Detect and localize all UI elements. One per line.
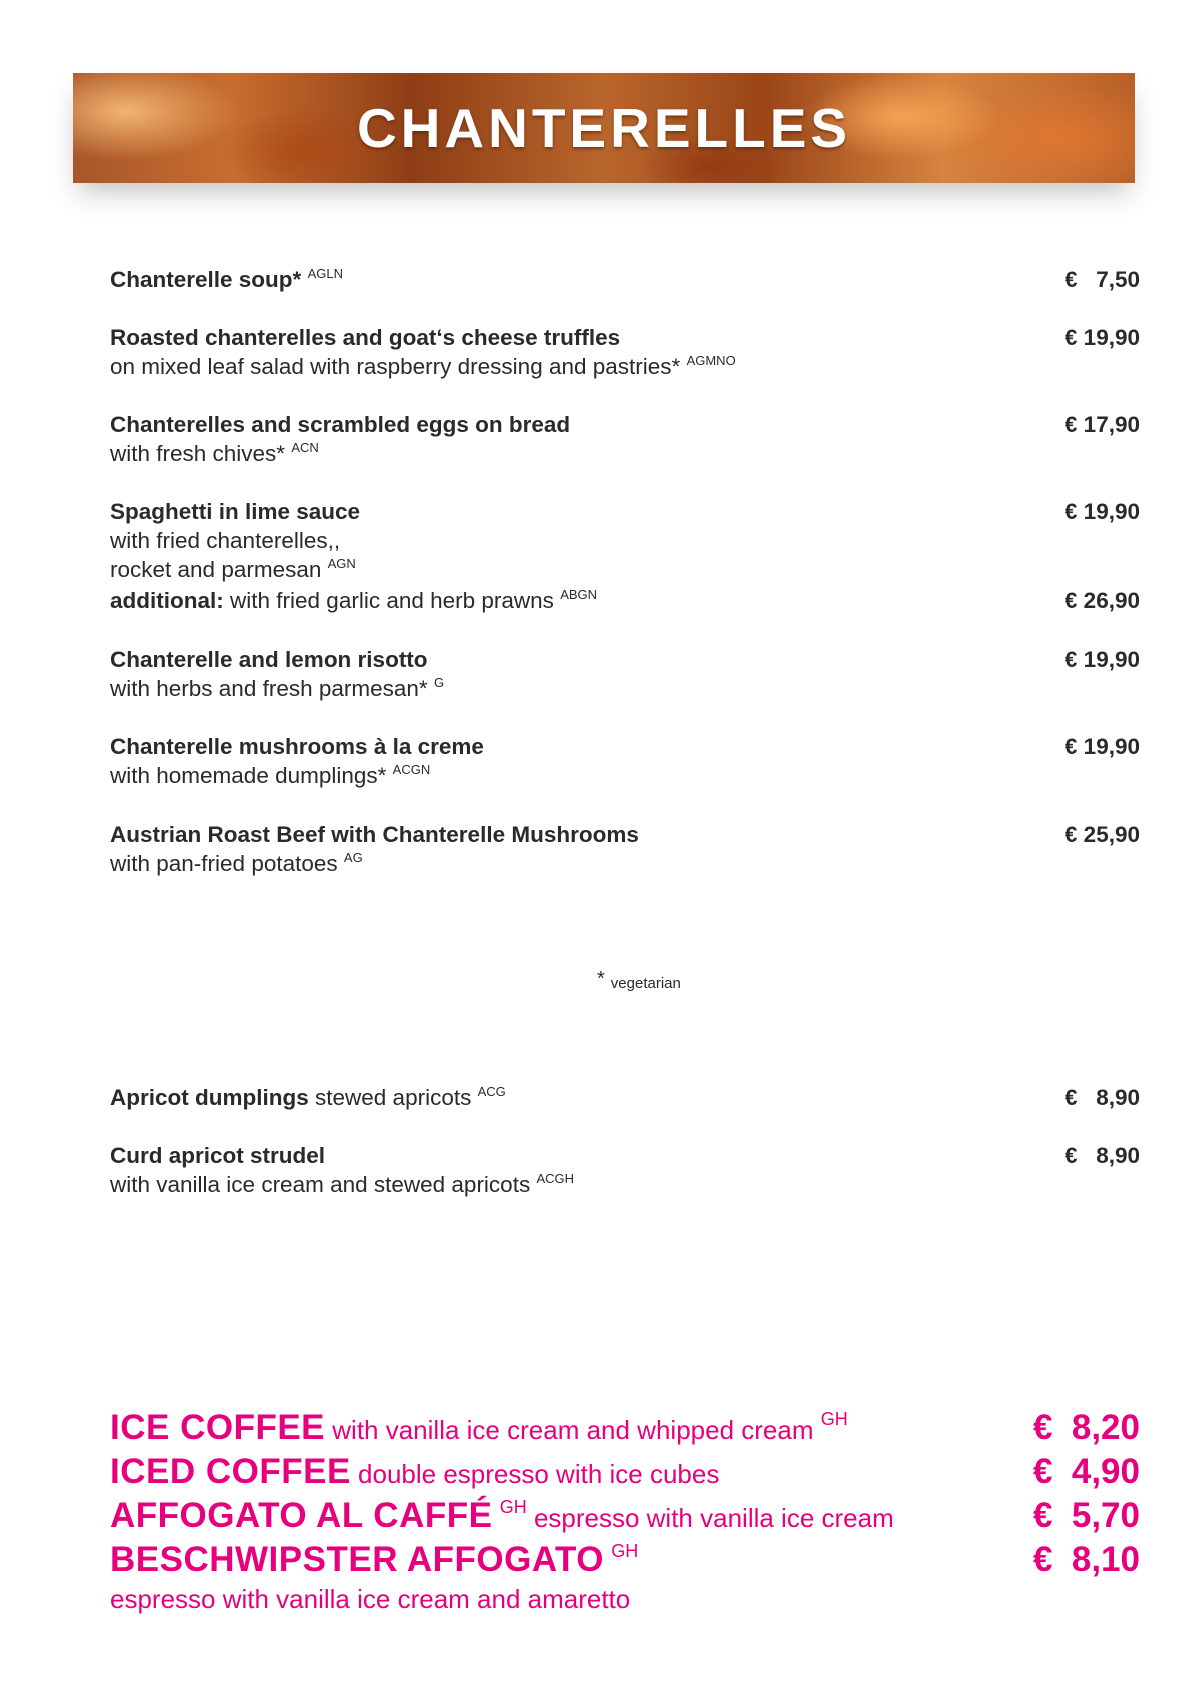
drink-price: € 8,10 [1032,1540,1140,1579]
drink-price: € 8,20 [1032,1408,1140,1447]
item-price: € 25,90 [1064,822,1140,847]
allergen-codes: GH [499,1497,527,1517]
page-title: CHANTERELLES [356,97,852,159]
drink-item [110,1452,1140,1496]
menu-item [110,410,1140,468]
item-name: Chanterelle and lemon risotto [110,647,428,672]
drink-description: espresso with vanilla ice cream and amaretto [110,1584,631,1614]
vegetarian-footnote [597,968,681,992]
menu-item [110,265,1140,294]
item-description: with homemade dumplings* $^{ACGN}$ [110,762,431,788]
dessert-item [110,1141,1140,1199]
item-description: with fresh chives* $^{ACN}$ [110,440,319,466]
item-description: stewed apricots [315,1085,472,1110]
item-description: with pan-fried potatoes $^{AG}$ [110,850,363,876]
allergen-codes: AGMNO [686,353,736,368]
dessert-item [110,1083,1140,1112]
allergen-codes: ABGN [560,587,598,602]
item-description: with fried chanterelles,, [110,528,341,553]
footnote-text: vegetarian [610,975,681,992]
drink-item [110,1408,1140,1452]
drink-description: espresso with vanilla ice cream [533,1503,894,1533]
drink-description: with vanilla ice cream and whipped cream [332,1415,814,1445]
drink-name: BESCHWIPSTER AFFOGATO [110,1540,605,1579]
item-name: Chanterelle mushrooms à la creme [110,734,484,759]
item-description: with vanilla ice cream and stewed apricots $^{ACGH}$ [110,1171,575,1197]
drink-item [110,1540,1140,1584]
allergen-codes: ACN [291,440,319,455]
item-price: € 8,90 [1064,1085,1140,1110]
item-name: Roasted chanterelles and goat‘s cheese truffles [110,325,621,350]
item-price: € 19,90 [1064,647,1140,672]
allergen-codes: ACGN [392,762,431,777]
drink-item [110,1496,1140,1540]
allergen-codes: GH [820,1409,848,1429]
allergen-codes: ACG [477,1084,506,1099]
footnote-symbol: * [597,968,605,990]
allergen-codes: GH [611,1541,639,1561]
item-name: Apricot dumplings [110,1085,309,1110]
allergen-codes: G [433,675,445,690]
item-price: € 19,90 [1064,734,1140,759]
additional-text: with fried garlic and herb prawns [230,588,554,613]
additional-label: additional: [110,588,224,613]
menu-item [110,645,1140,703]
drink-price: € 5,70 [1032,1496,1140,1535]
allergen-codes: AGN [327,556,356,571]
item-name: Curd apricot strudel [110,1143,326,1168]
menu-item [110,820,1140,878]
drink-name: ICED COFFEE [110,1452,351,1491]
allergen-codes: ACGH [536,1171,575,1186]
item-description: rocket and parmesan $^{AGN}$ [110,556,356,582]
item-name: Chanterelle soup* [110,267,302,292]
item-price: € 17,90 [1064,412,1140,437]
item-price: € 19,90 [1064,325,1140,350]
item-description: on mixed leaf salad with raspberry dressing and pastries* $^{AGMNO}$ [110,353,736,379]
menu-item [110,497,1140,584]
menu-item [110,323,1140,381]
item-price: € 7,50 [1064,267,1140,292]
menu-item-additional [110,586,1140,615]
item-name: Chanterelles and scrambled eggs on bread [110,412,571,437]
item-name: Spaghetti in lime sauce [110,499,361,524]
drink-name: AFFOGATO AL CAFFÉ [110,1496,493,1535]
item-price: € 26,90 [1064,588,1140,613]
menu-item [110,732,1140,790]
drink-description: double espresso with ice cubes [358,1459,720,1489]
allergen-codes: AGLN [307,266,343,281]
item-price: € 8,90 [1064,1143,1140,1168]
drink-name: ICE COFFEE [110,1408,326,1447]
header-banner [73,73,1135,183]
item-price: € 19,90 [1064,499,1140,524]
allergen-codes: AG [343,850,363,865]
item-description: with herbs and fresh parmesan* $^G$ [110,675,445,701]
item-name: Austrian Roast Beef with Chanterelle Mushrooms [110,822,639,847]
drink-price: € 4,90 [1032,1452,1140,1491]
